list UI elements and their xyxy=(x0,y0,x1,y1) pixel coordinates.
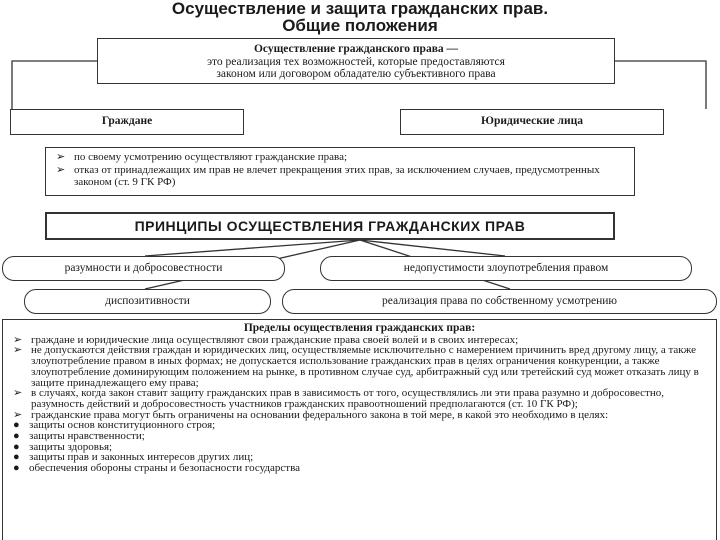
definition-box xyxy=(97,38,615,84)
definition-term: Осуществление гражданского права — xyxy=(253,43,459,55)
principle-no-abuse: недопустимости злоупотребления правом xyxy=(320,256,692,281)
citizens-label: Граждане xyxy=(101,115,153,127)
limit-item: ➢ гражданские права могут быть ограничены на основании федерального закона в той мере, в какой это необходимо в целях: xyxy=(13,408,609,421)
definition-line-3: законом или договором обладателю субъективного права xyxy=(216,68,496,80)
bullet-icon: ● xyxy=(13,451,20,464)
limit-sub-item: ● обеспечения обороны страны и безопасности государства xyxy=(13,462,301,475)
principle-line-2 xyxy=(360,240,505,256)
limit-item: ➢ граждане и юридические лица осуществляют свои гражданские права своей волей и в своих интересах; xyxy=(13,333,519,346)
limit-item: ➢ в случаях, когда закон ставит защиту гражданских прав в зависимость от того, осуществлялись ли эти права разумно и добросовестно, разумность действий и добросовестность участников гражданских правоотношений предполагаются (ст. 10 ГК РФ); xyxy=(13,387,664,410)
limits-header: Пределы осуществления гражданских прав: xyxy=(243,322,476,334)
definition-line-2: это реализация тех возможностей, которые предоставляются xyxy=(207,55,505,68)
arrow-icon: ➢ xyxy=(13,387,23,400)
subject-rules-box xyxy=(45,147,635,196)
limit-sub-item: ● защиты прав и законных интересов других лиц; xyxy=(13,451,254,464)
def-to-citizens-line xyxy=(12,61,97,109)
arrow-icon: ➢ xyxy=(56,163,66,176)
arrow-icon: ➢ xyxy=(13,333,23,346)
citizens-box xyxy=(10,109,244,135)
principle-own-discretion: реализация права по собственному усмотрению xyxy=(282,289,717,314)
def-to-legal-line xyxy=(615,61,706,109)
principles-header: ПРИНЦИПЫ ОСУЩЕСТВЛЕНИЯ ГРАЖДАНСКИХ ПРАВ xyxy=(134,218,526,234)
limit-sub-item: ● защиты нравственности; xyxy=(13,430,145,443)
arrow-icon: ➢ xyxy=(56,151,66,163)
legal-entities-box xyxy=(400,109,664,135)
limit-sub-item: ● защиты здоровья; xyxy=(13,440,113,453)
principle-dispositivity: диспозитивности xyxy=(24,289,271,314)
title-line-1: Осуществление и защита гражданских прав. xyxy=(171,0,549,18)
title-line-2: Общие положения xyxy=(282,16,438,35)
bullet-icon: ● xyxy=(13,462,20,475)
principle-reasonableness: разумности и добросовестности xyxy=(2,256,285,281)
limit-item: ➢ не допускаются действия граждан и юридических лиц, осуществляемые исключительно с намерением причинить вред другому лицу, а также злоупотребление правом в иных формах; не допускается использование гражданских прав в целях ограничения конкуренции, а также злоупотребление доминирующим положением на рынке, в противном случае суд, арбитражный суд или третейский суд может отказать лицу в защите принадлежащего ему права; xyxy=(13,344,699,389)
subject-rule-item: ➢ по своему усмотрению осуществляют гражданские права; xyxy=(56,151,348,163)
legal-entities-label: Юридические лица xyxy=(481,115,583,127)
bullet-icon: ● xyxy=(13,430,20,443)
arrow-icon: ➢ xyxy=(13,408,23,421)
bullet-icon: ● xyxy=(13,419,20,432)
limits-box xyxy=(2,319,717,540)
principles-header-box xyxy=(45,212,615,240)
subject-rule-item: ➢ отказ от принадлежащих им прав не влечет прекращения этих прав, за исключением случаев, предусмотренных законом (ст. 9 ГК РФ) xyxy=(56,163,600,188)
limit-sub-item: ● защиты основ конституционного строя; xyxy=(13,419,216,432)
bullet-icon: ● xyxy=(13,440,20,453)
arrow-icon: ➢ xyxy=(13,344,23,357)
